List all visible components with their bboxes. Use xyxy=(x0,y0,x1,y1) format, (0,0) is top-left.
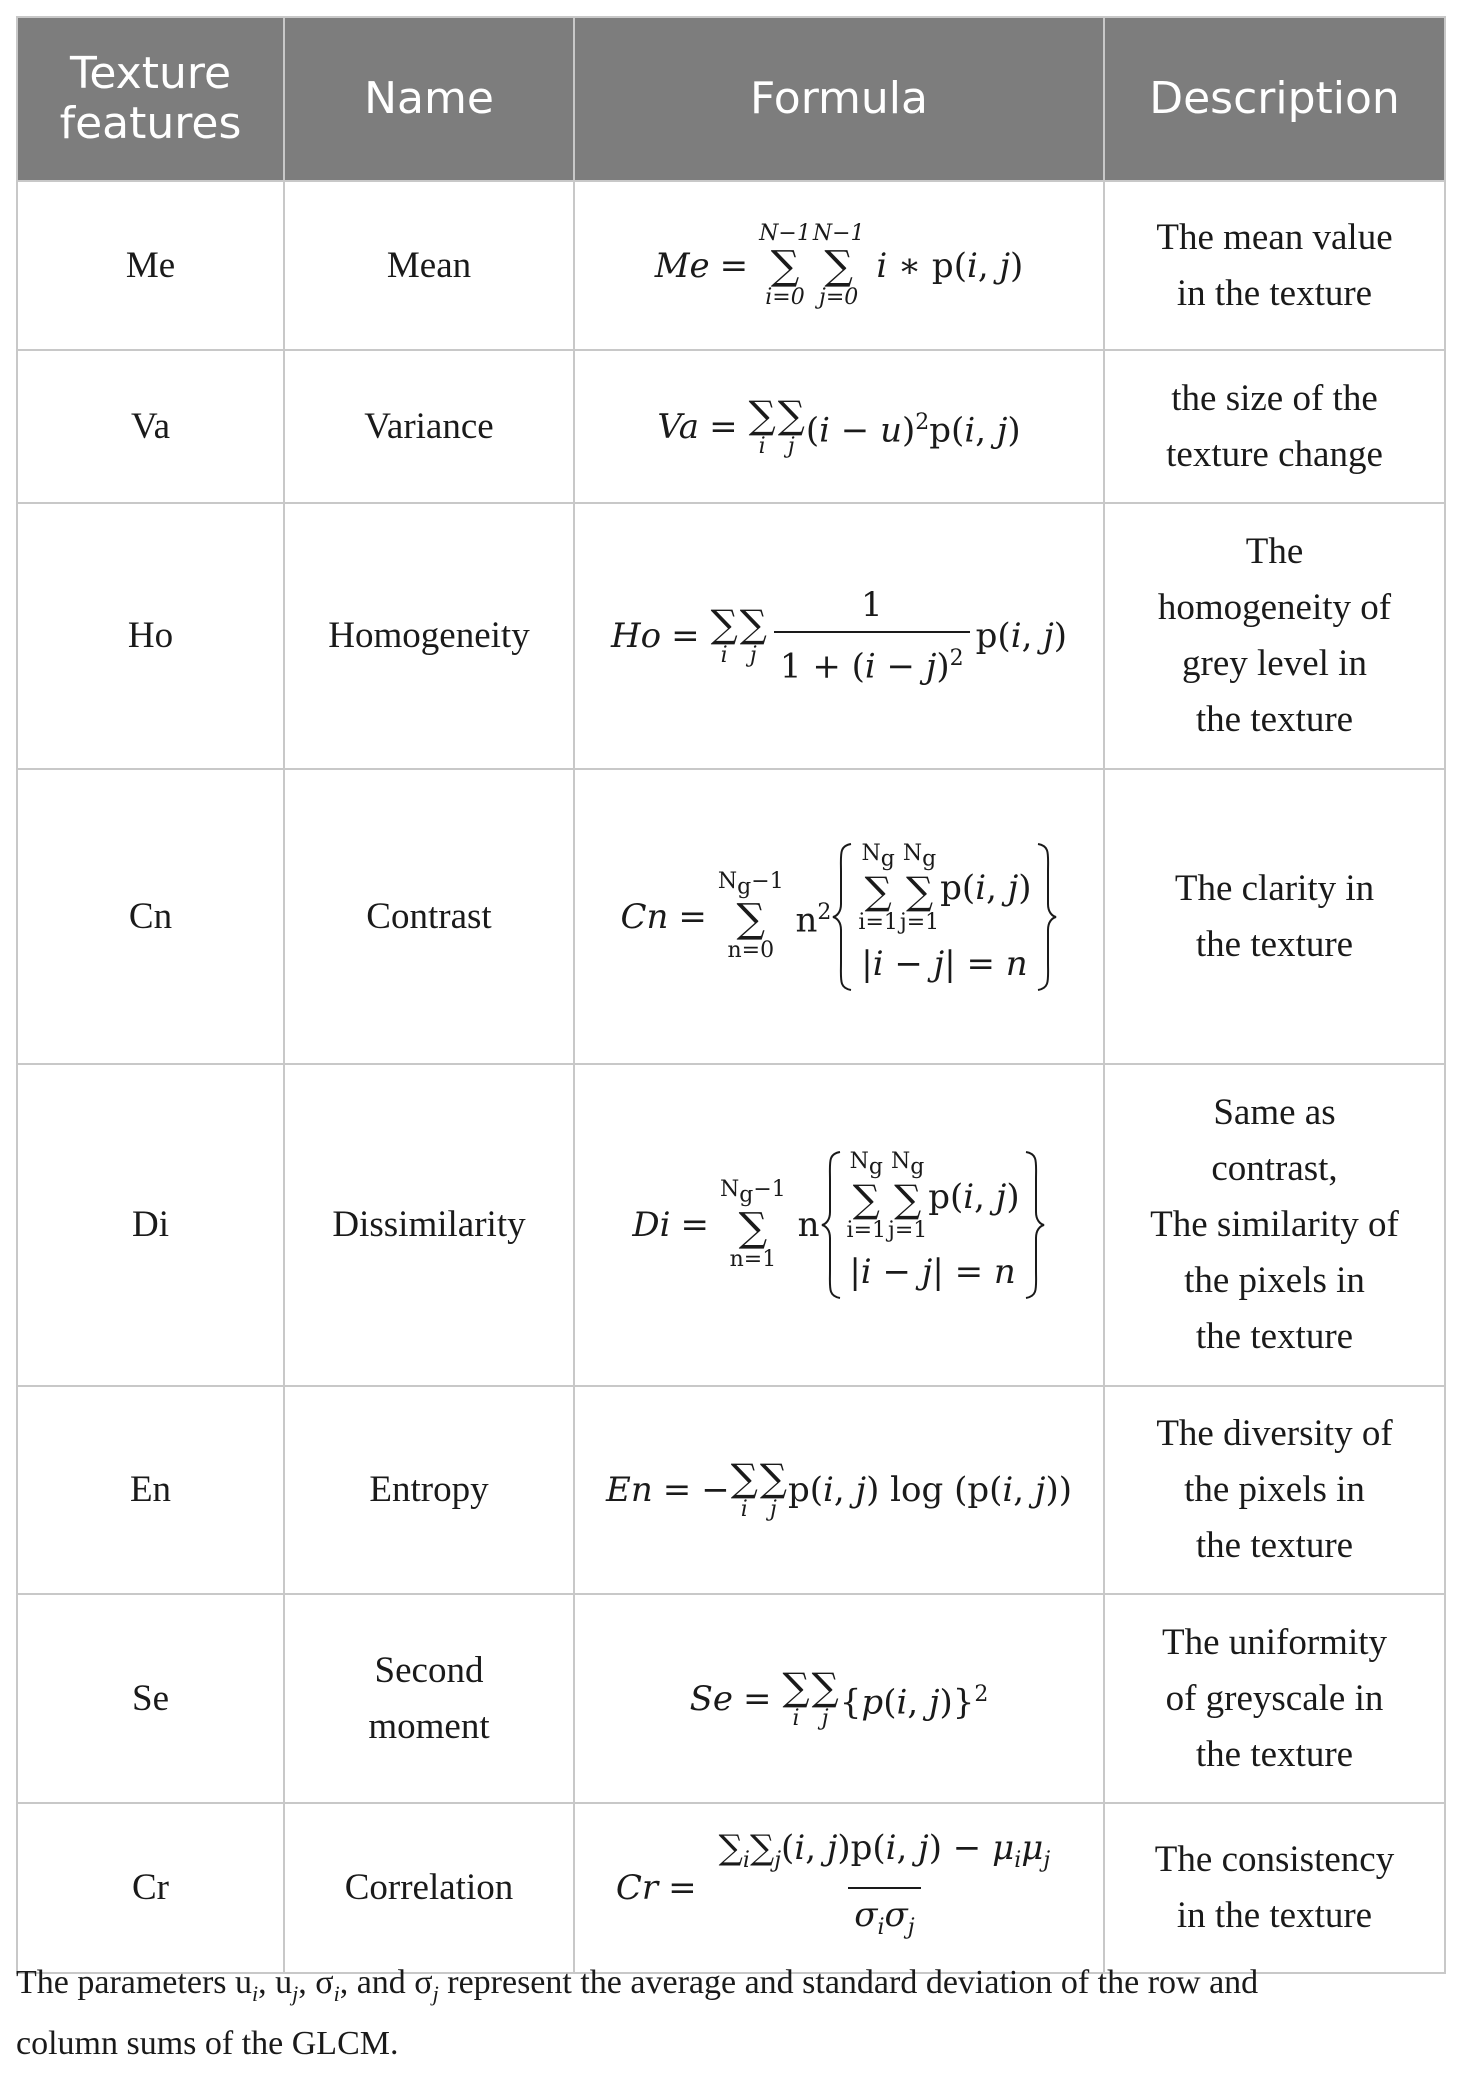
description-line: The clarity in xyxy=(1174,867,1375,909)
table-row-second-moment xyxy=(17,1594,1445,1803)
formula-variance: Va = ∑ i ∑ j $(i - u)^2p(i$, j) xyxy=(574,350,1104,503)
description-cell xyxy=(1104,181,1445,350)
texture-features-table xyxy=(16,16,1446,1974)
formula-mean: Me = N−1 ∑ i=0 N−1 ∑ j=0 i ∗ p(i, j) xyxy=(574,181,1104,350)
abbr-cell: Cn xyxy=(17,769,284,1064)
name-cell: Variance xyxy=(284,350,574,503)
description-cell xyxy=(1104,1594,1445,1803)
header-row xyxy=(17,17,1445,181)
table-row-mean xyxy=(17,181,1445,350)
formula-entropy: En = − ∑ i ∑ j p(i, j) log (p(i, j)) xyxy=(574,1386,1104,1594)
name-cell xyxy=(284,1594,574,1803)
footnote-text: represent the average and standard deviation of the row and xyxy=(438,1964,1259,2001)
formula-contrast: Cn = $N_g-1$ ∑ n=0 $n^2$ $N_g$ ∑ i=1 $N_g$ ∑ j=1 p(i, j) |i − j| = n xyxy=(574,769,1104,1064)
name-line: Second xyxy=(374,1649,484,1691)
abbr-cell: Cr xyxy=(17,1803,284,1973)
description-line: The diversity of xyxy=(1156,1413,1393,1454)
header-description: Description xyxy=(1104,17,1445,181)
header-texture-line1: Texture xyxy=(69,48,232,99)
footnote-sub: i xyxy=(333,1980,340,2006)
formula-second-moment: Se = ∑ i ∑ j {p(i, j)}$^2$ xyxy=(574,1594,1104,1803)
description-line: The similarity of xyxy=(1150,1204,1399,1245)
description-line: Same as xyxy=(1213,1092,1336,1133)
formula-dissimilarity: Di = $N_g-1$ ∑ n=1 n $N_g$ ∑ i=1 $N_g$ ∑ j=1 p(i, j) |i − j| = n xyxy=(574,1064,1104,1386)
description-line: the pixels in xyxy=(1184,1469,1365,1510)
footnote-text: , u xyxy=(258,1964,293,2001)
description-cell xyxy=(1104,1803,1445,1973)
description-cell xyxy=(1104,503,1445,769)
abbr-cell: Me xyxy=(17,181,284,350)
header-formula: Formula xyxy=(574,17,1104,181)
description-line: the texture xyxy=(1195,1525,1354,1566)
description-line: the size of the xyxy=(1171,377,1378,419)
description-line: in the texture xyxy=(1176,272,1373,314)
abbr-cell: Se xyxy=(17,1594,284,1803)
header-texture-line2: features xyxy=(59,98,242,149)
description-line: the texture xyxy=(1195,1316,1354,1357)
description-cell xyxy=(1104,350,1445,503)
footnote-text: , and σ xyxy=(339,1964,433,2001)
formula-correlation: Cr = $\frac{\sum_i\sum_j(i, j)p(i, j) - \mu_i\mu_j}{\sigma_i\sigma_j}$ xyxy=(574,1803,1104,1973)
description-cell xyxy=(1104,769,1445,1064)
name-line: moment xyxy=(368,1705,490,1747)
description-line: The uniformity xyxy=(1161,1621,1388,1663)
description-cell xyxy=(1104,1064,1445,1386)
formula-homogeneity: Ho = ∑ i ∑ j $\frac{1}{1 + (i - j)^2}$ p(i, j) xyxy=(574,503,1104,769)
table-row-variance xyxy=(17,350,1445,503)
name-cell: Entropy xyxy=(284,1386,574,1594)
name-cell: Mean xyxy=(284,181,574,350)
description-line: the texture xyxy=(1195,923,1354,965)
description-line: the texture xyxy=(1195,699,1354,740)
description-line: the pixels in xyxy=(1184,1260,1365,1301)
header-name: Name xyxy=(284,17,574,181)
description-cell xyxy=(1104,1386,1445,1594)
description-line: The consistency xyxy=(1154,1839,1395,1880)
glcm-texture-table-container xyxy=(16,16,1444,1974)
name-cell: Contrast xyxy=(284,769,574,1064)
description-line: The xyxy=(1245,531,1304,572)
footnote-sub: i xyxy=(252,1980,259,2006)
abbr-cell: Ho xyxy=(17,503,284,769)
name-cell: Correlation xyxy=(284,1803,574,1973)
footnote-sub: j xyxy=(292,1980,299,2006)
table-footnote xyxy=(16,1958,1444,2069)
footnote-text: column sums of the GLCM. xyxy=(16,2024,399,2062)
description-line: homogeneity of xyxy=(1157,587,1392,628)
name-cell: Homogeneity xyxy=(284,503,574,769)
table-row-correlation xyxy=(17,1803,1445,1973)
footnote-text: , σ xyxy=(298,1964,334,2001)
footnote-sub: j xyxy=(432,1980,439,2006)
description-line: of greyscale in xyxy=(1165,1677,1384,1719)
abbr-cell: Di xyxy=(17,1064,284,1386)
description-line: contrast, xyxy=(1211,1148,1338,1189)
table-row-dissimilarity xyxy=(17,1064,1445,1386)
footnote-text: The parameters u xyxy=(16,1964,252,2001)
description-line: texture change xyxy=(1166,433,1383,475)
description-line: grey level in xyxy=(1182,643,1367,684)
abbr-cell: En xyxy=(17,1386,284,1594)
table-row-contrast xyxy=(17,769,1445,1064)
description-line: in the texture xyxy=(1176,1895,1373,1936)
name-cell: Dissimilarity xyxy=(284,1064,574,1386)
header-texture-features xyxy=(17,17,284,181)
abbr-cell: Va xyxy=(17,350,284,503)
description-line: The mean value xyxy=(1156,216,1393,258)
table-row-homogeneity xyxy=(17,503,1445,769)
table-row-entropy xyxy=(17,1386,1445,1594)
description-line: the texture xyxy=(1195,1733,1354,1775)
